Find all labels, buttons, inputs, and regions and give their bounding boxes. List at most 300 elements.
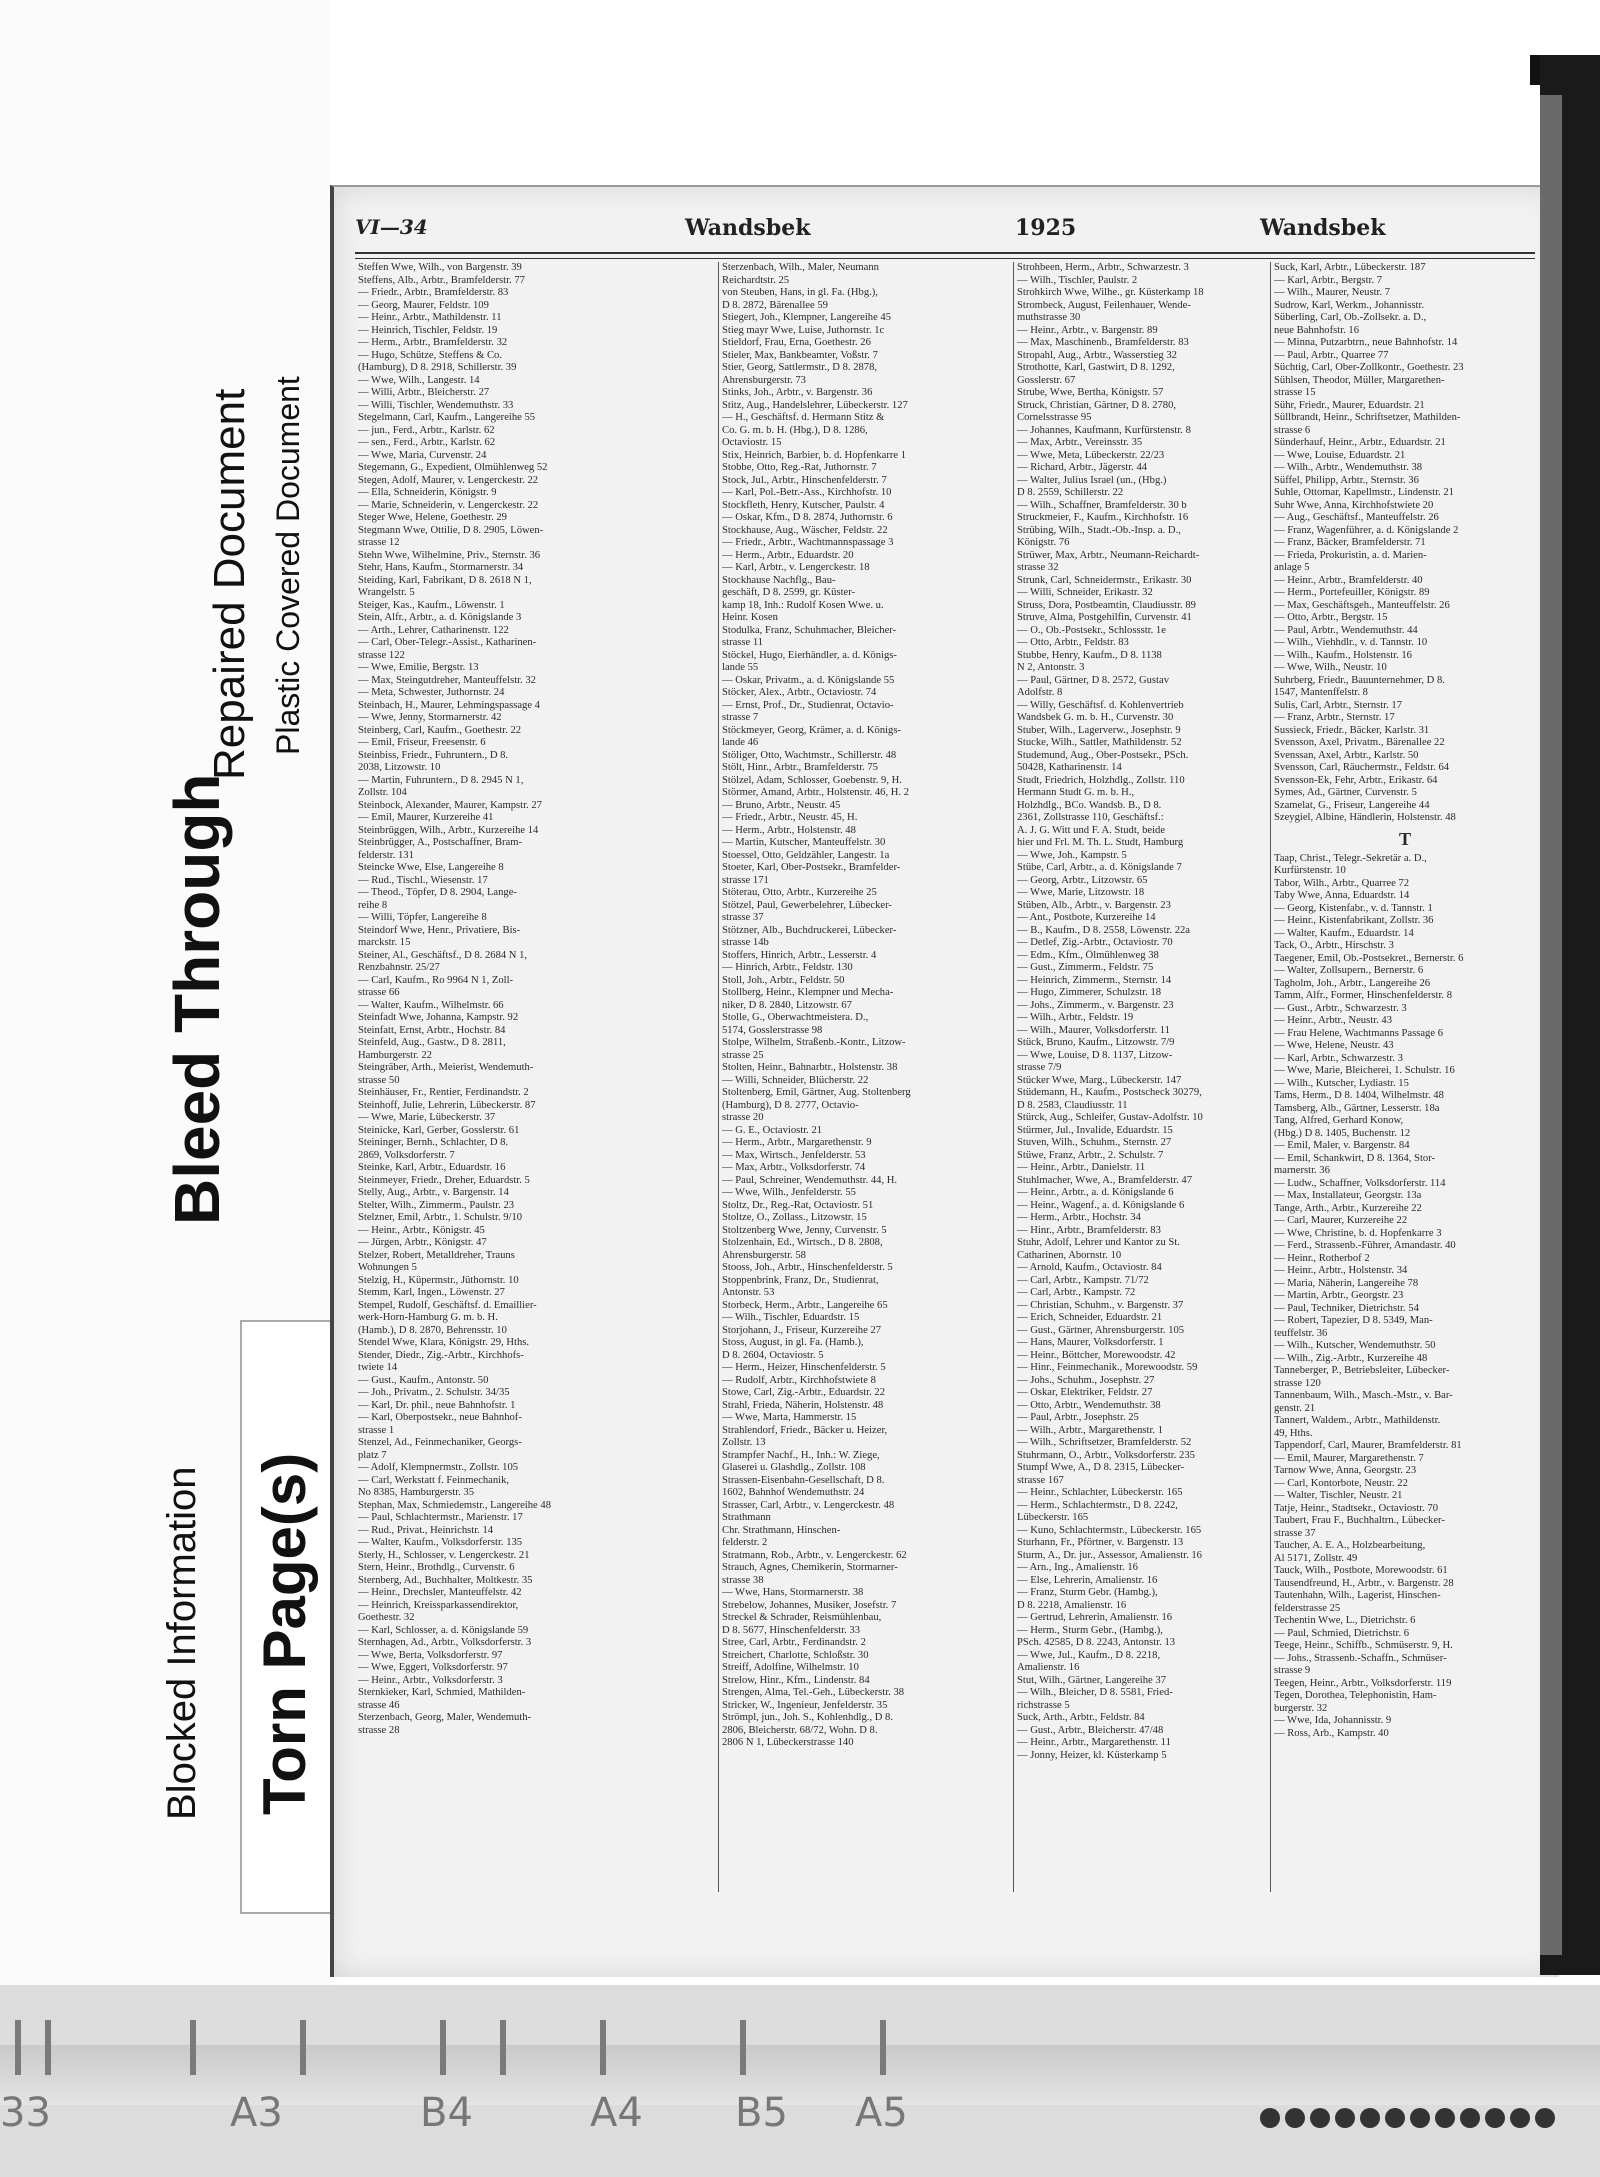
- directory-entry-line: Holzhdlg., BCo. Wandsb. B., D 8.: [1017, 799, 1162, 811]
- directory-entry-line: — Gust., Kaufm., Antonstr. 50: [358, 1374, 489, 1386]
- directory-entry-line: Svensson, Carl, Räuchermstr., Feldstr. 64: [1274, 762, 1450, 773]
- directory-entry-line: Struckmeier, F., Kaufm., Kirchhofstr. 16: [1017, 512, 1189, 523]
- directory-entry-line: — Paul, Schmied, Dietrichstr. 6: [1274, 1627, 1410, 1639]
- directory-entry-line: — Aug., Geschäftsf., Manteuffelstr. 26: [1274, 512, 1439, 523]
- directory-entry-line: richstrasse 5: [1017, 1699, 1070, 1711]
- directory-entry-line: — Paul, Schreiner, Wendemuthstr. 44, H.: [722, 1174, 898, 1186]
- directory-entry-line: Steiner, Al., Geschäftsf., D 8. 2684 N 1,: [358, 949, 528, 961]
- directory-entry-line: 2361, Zollstrasse 110, Geschäftsf.:: [1017, 812, 1164, 823]
- directory-entry-line: — Emil, Maler, v. Bargenstr. 84: [1274, 1140, 1410, 1151]
- directory-entry-line: strasse 9: [1274, 1665, 1311, 1676]
- directory-entry-line: Stoltze, O., Zollass., Litzowstr. 15: [722, 1212, 867, 1223]
- directory-entry-line: Strassen-Eisenbahn-Gesellschaft, D 8.: [722, 1474, 885, 1486]
- directory-entry-line: Stenzel, Ad., Feinmechaniker, Georgs-: [358, 1437, 522, 1448]
- directory-entry-line: Steinbrüggen, Wilh., Arbtr., Kurzereihe 14: [358, 824, 539, 836]
- directory-entry-line: strasse 7/9: [1017, 1062, 1062, 1073]
- directory-entry-line: — Wilh., Tischler, Eduardstr. 15: [722, 1312, 860, 1323]
- directory-entry-line: — Johs., Schuhm., Josephstr. 27: [1017, 1374, 1155, 1386]
- film-label: B4: [420, 2090, 473, 2136]
- directory-entry-line: Stüben, Alb., Arbtr., v. Bargenstr. 23: [1017, 899, 1171, 911]
- directory-entry-line: — Karl, Arbtr., Bergstr. 7: [1274, 274, 1383, 286]
- directory-entry-line: Stiegert, Joh., Klempner, Langereihe 45: [722, 312, 892, 323]
- directory-entry-line: reihe 8: [358, 899, 388, 911]
- directory-entry-line: — Minna, Putzarbtrn., neue Bahnhofstr. 14: [1274, 337, 1458, 348]
- directory-entry-line: Stobbe, Otto, Reg.-Rat, Juthornstr. 7: [722, 462, 877, 473]
- directory-entry-line: Chr. Strathmann, Hinschen-: [722, 1524, 841, 1536]
- directory-entry-line: — Heinr., Arbtr., Danielstr. 11: [1017, 1162, 1146, 1173]
- directory-entry-line: felderstr. 131: [358, 849, 414, 861]
- directory-entry-line: — Heinr., Arbtr., Königstr. 45: [358, 1224, 485, 1236]
- directory-entry-line: — Herm., Schlachtermstr., D 8. 2242,: [1017, 1499, 1178, 1511]
- directory-entry-line: Stix, Heinrich, Barbier, b. d. Hopfenkarre 1: [722, 449, 907, 461]
- directory-entry-line: strasse 12: [358, 537, 400, 548]
- directory-entry-line: platz 7: [358, 1449, 387, 1461]
- directory-entry-line: Tang, Alfred, Gerhard Konow,: [1274, 1115, 1404, 1126]
- directory-entry-line: Stolle, G., Oberwachtmeistera. D.,: [722, 1012, 869, 1023]
- directory-entry-line: strasse 167: [1017, 1474, 1064, 1486]
- directory-entry-line: — Wwe, Marta, Hammerstr. 15: [722, 1412, 857, 1423]
- directory-entry-line: — Carl, Ober-Telegr.-Assist., Katharinen-: [358, 637, 537, 648]
- directory-entry-line: — Rud., Privat., Heinrichstr. 14: [358, 1524, 494, 1536]
- directory-entry-line: Stieler, Max, Bankbeamter, Voßstr. 7: [722, 349, 878, 361]
- directory-entry-line: — Hugo, Zimmerer, Schulzstr. 18: [1017, 987, 1162, 998]
- directory-entry-line: — Carl, Arbtr., Kampstr. 72: [1017, 1287, 1136, 1298]
- film-tick: [300, 2020, 306, 2075]
- directory-entry-line: — Meta, Schwester, Juthornstr. 24: [358, 687, 505, 698]
- directory-entry-line: Reichardtstr. 25: [722, 274, 790, 286]
- directory-entry-line: Co. G. m. b. H. (Hbg.), D 8. 1286,: [722, 424, 868, 436]
- directory-entry-line: Steinfeld, Aug., Gastw., D 8. 2811,: [358, 1037, 506, 1048]
- directory-entry-line: Sünderhauf, Heinr., Arbtr., Eduardstr. 21: [1274, 437, 1446, 448]
- directory-entry-line: — Heinr., Rotherbof 2: [1274, 1252, 1370, 1264]
- directory-entry-line: Storbeck, Herm., Arbtr., Langereihe 65: [722, 1299, 888, 1311]
- directory-entry-line: Steininger, Bernh., Schlachter, D 8.: [358, 1137, 509, 1148]
- directory-entry-line: Stuhrmann, O., Arbtr., Volksdorferstr. 235: [1017, 1449, 1195, 1461]
- directory-entry-line: — Karl, Dr. phil., neue Bahnhofstr. 1: [358, 1399, 516, 1411]
- directory-entry-line: Stürck, Aug., Schleifer, Gustav-Adolfstr. 10: [1017, 1112, 1203, 1123]
- directory-entry-line: Stolpe, Wilhelm, Straßenb.-Kontr., Litzow-: [722, 1037, 906, 1048]
- directory-entry-line: — Max, Wirtsch., Jenfelderstr. 53: [722, 1149, 866, 1161]
- directory-entry-line: Stumpf Wwe, A., D 8. 2315, Lübecker-: [1017, 1462, 1185, 1473]
- directory-entry-line: Szamelat, G., Friseur, Langereihe 44: [1274, 799, 1430, 811]
- directory-entry-line: teuffelstr. 36: [1274, 1327, 1328, 1339]
- directory-entry-line: — Ant., Postbote, Kurzereihe 14: [1017, 912, 1156, 923]
- directory-entry-line: strasse 28: [358, 1724, 400, 1736]
- directory-entry-line: — Jürgen, Arbtr., Königstr. 47: [358, 1237, 487, 1248]
- directory-entry-line: — Heinr., Arbtr., v. Bargenstr. 89: [1017, 324, 1158, 336]
- directory-entry-line: strasse 171: [722, 874, 769, 886]
- directory-entry-line: — Martin, Fuhruntern., D 8. 2945 N 1,: [358, 774, 524, 786]
- directory-entry-line: twiete 14: [358, 1362, 398, 1373]
- directory-entry-line: Stölzel, Adam, Schlosser, Goebenstr. 9, H.: [722, 774, 902, 786]
- directory-entry-line: Stelter, Wilh., Zimmerm., Paulstr. 23: [358, 1199, 515, 1211]
- directory-entry-line: Strüwer, Max, Arbtr., Neumann-Reichardt-: [1017, 549, 1200, 561]
- directory-entry-line: Tabor, Wilh., Arbtr., Quarree 72: [1274, 877, 1410, 889]
- directory-entry-line: strasse 20: [722, 1112, 764, 1123]
- directory-entry-line: — Detlef, Zig.-Arbtr., Octaviostr. 70: [1017, 937, 1173, 948]
- directory-entry-line: Steinbrügger, A., Postschaffner, Bram-: [358, 837, 523, 848]
- directory-entry-line: felderstrasse 25: [1274, 1602, 1341, 1614]
- directory-entry-line: — Paul, Gärtner, D 8. 2572, Gustav: [1017, 674, 1169, 686]
- directory-entry-line: Stelzner, Emil, Arbtr., 1. Schulstr. 9/10: [358, 1212, 523, 1223]
- directory-entry-line: Strahl, Frieda, Näherin, Holstenstr. 48: [722, 1399, 884, 1411]
- film-label: A4: [590, 2090, 643, 2136]
- directory-entry-line: Antonstr. 53: [722, 1287, 775, 1298]
- directory-entry-line: Tannert, Waldem., Arbtr., Mathildenstr.: [1274, 1415, 1441, 1426]
- directory-entry-line: Stuven, Wilh., Schuhm., Sternstr. 27: [1017, 1137, 1172, 1148]
- directory-entry-line: Sturm, A., Dr. jur., Assessor, Amalienstr. 16: [1017, 1549, 1202, 1561]
- directory-entry-line: Heinr. Kosen: [722, 612, 778, 623]
- directory-entry-line: Hamburgerstr. 22: [358, 1049, 432, 1061]
- directory-entry-line: — Wwe, Jenny, Stormarnerstr. 42: [358, 712, 502, 723]
- directory-entry-line: — Heinr., Kistenfabrikant, Zollstr. 36: [1274, 915, 1434, 926]
- directory-entry-line: Techentin Wwe, L., Dietrichstr. 6: [1274, 1615, 1416, 1626]
- directory-entry-line: — Wwe, Meta, Lübeckerstr. 22/23: [1017, 449, 1165, 461]
- directory-entry-line: Tams, Herm., D 8. 1404, Wilhelmstr. 48: [1274, 1090, 1444, 1101]
- directory-entry-line: Tamm, Alfr., Former, Hinschenfelderstr. 8: [1274, 990, 1453, 1001]
- directory-entry-line: — Gust., Arbtr., Bleicherstr. 47/48: [1017, 1724, 1164, 1736]
- directory-entry-line: — Herm., Sturm Gebr., (Hambg.),: [1017, 1624, 1163, 1636]
- directory-entry-line: D 8. 5677, Hinschenfelderstr. 33: [722, 1624, 860, 1636]
- directory-entry-line: Süchtig, Carl, Ober-Zollkontr., Goethestr. 23: [1274, 362, 1464, 373]
- directory-entry-line: — Hinrich, Arbtr., Feldstr. 130: [722, 962, 853, 973]
- directory-entry-line: — Paul, Arbtr., Josephstr. 25: [1017, 1412, 1139, 1423]
- directory-entry-line: muthstrasse 30: [1017, 312, 1081, 323]
- directory-entry-line: strasse 122: [358, 649, 405, 661]
- directory-entry-line: Stelzer, Robert, Metalldreher, Trauns: [358, 1249, 515, 1261]
- directory-entry-line: Steiding, Karl, Fabrikant, D 8. 2618 N 1,: [358, 574, 532, 586]
- directory-entry-line: Strube, Wwe, Bertha, Königstr. 57: [1017, 387, 1164, 398]
- directory-entry-line: Sternhagen, Ad., Arbtr., Volksdorferstr. 3: [358, 1637, 532, 1648]
- directory-entry-line: Steinbach, H., Maurer, Lehmingspassage 4: [358, 699, 540, 711]
- directory-entry-line: N 2, Antonstr. 3: [1017, 662, 1085, 673]
- directory-entry-line: Strohbeen, Herm., Arbtr., Schwarzestr. 3: [1017, 262, 1189, 273]
- directory-entry-line: — Christian, Schuhm., v. Bargenstr. 37: [1017, 1299, 1184, 1311]
- directory-entry-line: 2806, Bleicherstr. 68/72, Wohn. D 8.: [722, 1724, 878, 1736]
- directory-entry-line: — Otto, Arbtr., Feldstr. 83: [1017, 637, 1129, 648]
- directory-entry-line: — Wwe, Maria, Curvenstr. 24: [358, 449, 487, 461]
- directory-entry-line: — Hugo, Schütze, Steffens & Co.: [358, 349, 502, 361]
- directory-entry-line: — Walter, Tischler, Neustr. 21: [1274, 1490, 1403, 1501]
- directory-entry-line: Stoltenberg, Emil, Gärtner, Aug. Stoltenberg: [722, 1087, 911, 1098]
- directory-entry-line: strasse 15: [1274, 387, 1316, 398]
- directory-entry-line: strasse 1: [358, 1424, 395, 1436]
- directory-entry-line: — Walter, Kaufm., Volksdorferstr. 135: [358, 1537, 523, 1548]
- directory-entry-line: — Wwe, Ida, Johannisstr. 9: [1274, 1715, 1392, 1726]
- directory-entry-line: D 8. 2583, Claudiusstr. 11: [1017, 1099, 1128, 1111]
- directory-entry-line: — Wwe, Wilh., Neustr. 10: [1274, 662, 1387, 673]
- directory-entry-line: — Johs., Strassenb.-Schaffn., Schmüser-: [1274, 1652, 1447, 1664]
- directory-entry-line: — Wilh., Zig.-Arbtr., Kurzereihe 48: [1274, 1352, 1428, 1364]
- directory-entry-line: — Adolf, Klempnermstr., Zollstr. 105: [358, 1462, 519, 1473]
- directory-entry-line: Svenssan, Axel, Arbtr., Karlstr. 50: [1274, 749, 1419, 761]
- film-tick: [15, 2020, 21, 2075]
- directory-entry-line: strasse 11: [722, 637, 764, 648]
- column-divider: [718, 262, 719, 1892]
- directory-entry-line: Suck, Karl, Arbtr., Lübeckerstr. 187: [1274, 262, 1426, 273]
- directory-entry-line: — Wwe, Wilh., Langestr. 14: [358, 374, 480, 386]
- directory-entry-line: Sterzenbach, Wilh., Maler, Neumann: [722, 262, 879, 273]
- directory-entry-line: Suck, Arth., Arbtr., Feldstr. 84: [1017, 1712, 1145, 1723]
- directory-entry-line: — Wilh., Arbtr., Wendemuthstr. 38: [1274, 462, 1423, 473]
- directory-entry-line: Stoltz, Dr., Reg.-Rat, Octaviostr. 51: [722, 1199, 874, 1211]
- directory-entry-line: Steinberg, Carl, Kaufm., Goethestr. 22: [358, 724, 522, 736]
- directory-entry-line: — Otto, Arbtr., Wendemuthstr. 38: [1017, 1399, 1161, 1411]
- directory-entry-line: Tatje, Heinr., Stadtsekr., Octaviostr. 70: [1274, 1502, 1439, 1514]
- directory-entry-line: Al 5171, Zollstr. 49: [1274, 1552, 1358, 1564]
- stamp-plastic-covered: Plastic Covered Document: [270, 376, 306, 755]
- page-number: VI—34: [355, 215, 428, 239]
- directory-entry-line: Strahlendorf, Friedr., Bäcker u. Heizer,: [722, 1424, 888, 1436]
- directory-entry-line: — Oskar, Kfm., D 8. 2874, Juthornstr. 6: [722, 512, 893, 523]
- directory-entry-line: Stempel, Rudolf, Geschäftsf. d. Emaillier-: [358, 1299, 537, 1311]
- directory-entry-line: Sterly, H., Schlosser, v. Lengerckestr. 21: [358, 1549, 530, 1561]
- directory-entry-line: Sternkieker, Karl, Schmied, Mathilden-: [358, 1687, 526, 1698]
- directory-entry-line: — Georg, Arbtr., Litzowstr. 65: [1017, 874, 1148, 886]
- directory-entry-line: Stehn Wwe, Wilhelmine, Priv., Sternstr. 36: [358, 549, 541, 561]
- directory-entry-line: — Karl, Schlosser, a. d. Königslande 59: [358, 1624, 529, 1636]
- directory-entry-line: Stropahl, Aug., Arbtr., Wasserstieg 32: [1017, 349, 1177, 361]
- directory-entry-line: Taubert, Frau F., Buchhaltrn., Lübecker-: [1274, 1515, 1445, 1526]
- directory-entry-line: Sudrow, Karl, Werkm., Johannisstr.: [1274, 299, 1425, 311]
- directory-entry-line: — Wwe, Louise, D 8. 1137, Litzow-: [1017, 1049, 1173, 1061]
- directory-entry-line: — Heinr., Arbtr., Neustr. 43: [1274, 1015, 1392, 1026]
- directory-entry-line: Stern, Heinr., Brothdlg., Curvenstr. 6: [358, 1562, 515, 1573]
- header-right-title: Wandsbek: [1260, 215, 1386, 241]
- directory-entry-line: — Wwe, Louise, Eduardstr. 21: [1274, 449, 1406, 461]
- directory-entry-line: anlage 5: [1274, 562, 1310, 573]
- directory-entry-line: — sen., Ferd., Arbtr., Karlstr. 62: [358, 437, 496, 448]
- directory-entry-line: — Georg, Maurer, Feldstr. 109: [358, 299, 489, 311]
- directory-entry-line: Stuhlmacher, Wwe, A., Bramfelderstr. 47: [1017, 1174, 1193, 1186]
- directory-entry-line: — Franz, Bäcker, Bramfelderstr. 71: [1274, 537, 1426, 548]
- directory-entry-line: niker, D 8. 2840, Litzowstr. 67: [722, 999, 852, 1011]
- directory-entry-line: Teege, Heinr., Schiffb., Schmüserstr. 9, H.: [1274, 1640, 1453, 1651]
- directory-entry-line: — Ella, Schneiderin, Königstr. 9: [358, 487, 497, 498]
- directory-entry-line: — Willi, Arbtr., Bleicherstr. 27: [358, 387, 490, 398]
- directory-entry-line: — Frieda, Prokuristin, a. d. Marien-: [1274, 549, 1427, 561]
- directory-entry-line: Hermann Studt G. m. b. H.,: [1017, 787, 1135, 798]
- directory-entry-line: Stücker Wwe, Marg., Lübeckerstr. 147: [1017, 1074, 1182, 1086]
- directory-entry-line: Sühlsen, Theodor, Müller, Margarethen-: [1274, 374, 1445, 386]
- directory-entry-line: — Joh., Privatm., 2. Schulstr. 34/35: [358, 1387, 510, 1398]
- directory-entry-line: Tagholm, Joh., Arbtr., Langereihe 26: [1274, 977, 1431, 989]
- directory-entry-line: strasse 25: [722, 1049, 764, 1061]
- film-tick: [45, 2020, 51, 2075]
- directory-entry-line: — Karl, Arbtr., v. Lengerckestr. 18: [722, 562, 870, 573]
- directory-entry-line: Goethestr. 32: [358, 1612, 415, 1623]
- directory-entry-line: — Johs., Zimmerm., v. Bargenstr. 23: [1017, 999, 1174, 1011]
- directory-entry-line: — Wilh., Arbtr., Margarethenstr. 1: [1017, 1424, 1164, 1436]
- stamp-blocked-information: Blocked Information: [160, 1466, 204, 1820]
- directory-entry-line: — Franz, Sturm Gebr. (Hambg.),: [1017, 1587, 1158, 1598]
- directory-entry-line: Taap, Christ., Telegr.-Sekretär a. D.,: [1274, 852, 1427, 864]
- directory-entry-line: — Hinr., Feinmechanik., Morewoodstr. 59: [1017, 1362, 1198, 1373]
- directory-entry-line: Zollstr. 13: [722, 1437, 766, 1448]
- directory-entry-line: — Franz, Arbtr., Sternstr. 17: [1274, 712, 1395, 723]
- directory-entry-line: Stoppenbrink, Franz, Dr., Studienrat,: [722, 1274, 879, 1286]
- column-divider: [1013, 262, 1014, 1892]
- directory-entry-line: — Else, Lehrerin, Amalienstr. 16: [1017, 1574, 1158, 1586]
- directory-entry-line: — Wilh., Schriftsetzer, Bramfelderstr. 52: [1017, 1437, 1192, 1448]
- directory-entry-line: marckstr. 15: [358, 937, 411, 948]
- directory-entry-line: marnerstr. 36: [1274, 1165, 1330, 1176]
- directory-entry-line: — Otto, Arbtr., Bergstr. 15: [1274, 612, 1388, 623]
- directory-entry-line: Storjohann, J., Friseur, Kurzereihe 27: [722, 1324, 882, 1336]
- directory-entry-line: neue Bahnhofstr. 16: [1274, 324, 1360, 336]
- directory-entry-line: Kurfürstenstr. 10: [1274, 865, 1346, 876]
- directory-entry-line: — Herm., Arbtr., Eduardstr. 20: [722, 549, 854, 561]
- directory-entry-line: Strathmann: [722, 1512, 771, 1523]
- directory-entry-line: lande 46: [722, 737, 759, 748]
- directory-entry-line: Stück, Bruno, Kaufm., Litzowstr. 7/9: [1017, 1037, 1175, 1048]
- directory-entry-line: Stier, Georg, Sattlermstr., D 8. 2878,: [722, 362, 878, 373]
- directory-entry-line: — G. E., Octaviostr. 21: [722, 1124, 823, 1136]
- directory-entry-line: Strothotte, Karl, Gastwirt, D 8. 1292,: [1017, 362, 1175, 373]
- directory-entry-line: Struck, Christian, Gärtner, D 8. 2780,: [1017, 399, 1177, 411]
- directory-entry-line: Stockfleth, Henry, Kutscher, Paulstr. 4: [722, 499, 885, 511]
- directory-entry-line: Stender, Diedr., Zig.-Arbtr., Kirchhofs-: [358, 1349, 524, 1361]
- directory-entry-line: Steiger, Kas., Kaufm., Löwenstr. 1: [358, 599, 505, 611]
- directory-entry-line: Suhle, Ottomar, Kapellmstr., Lindenstr. 21: [1274, 487, 1454, 498]
- directory-entry-line: Sternberg, Ad., Buchhalter, Moltkestr. 35: [358, 1574, 533, 1586]
- directory-entry-line: — Marie, Schneiderin, v. Lengerckestr. 22: [358, 499, 539, 511]
- directory-entry-line: strasse 37: [1274, 1527, 1316, 1539]
- directory-entry-line: — Walter, Kaufm., Wilhelmstr. 66: [358, 999, 504, 1011]
- directory-entry-line: Struve, Alma, Postgehilfin, Curvenstr. 41: [1017, 612, 1192, 623]
- directory-entry-line: Stock, Jul., Arbtr., Hinschenfelderstr. 7: [722, 474, 887, 486]
- directory-entry-line: 50428, Katharinenstr. 14: [1017, 762, 1122, 773]
- directory-entry-line: Taby Wwe, Anna, Eduardstr. 14: [1274, 890, 1410, 901]
- directory-entry-line: strasse 66: [358, 987, 400, 998]
- directory-entry-line: — Ross, Arb., Kampstr. 40: [1274, 1727, 1389, 1739]
- directory-entry-line: Stolzenhain, Ed., Wirtsch., D 8. 2808,: [722, 1237, 883, 1248]
- directory-entry-line: — Wwe, Wilh., Jenfelderstr. 55: [722, 1187, 856, 1198]
- directory-entry-line: Stinks, Joh., Arbtr., v. Bargenstr. 36: [722, 387, 873, 398]
- directory-entry-line: Steger Wwe, Helene, Goethestr. 29: [358, 512, 507, 523]
- directory-entry-line: (Hamb.), D 8. 2870, Behrensstr. 10: [358, 1324, 507, 1336]
- directory-entry-line: Catharinen, Abornstr. 10: [1017, 1249, 1122, 1261]
- directory-entry-line: burgerstr. 32: [1274, 1702, 1328, 1714]
- header-left-title: Wandsbek: [685, 215, 811, 241]
- directory-entry-line: strasse 50: [358, 1074, 400, 1086]
- directory-entry-line: — Wwe, Marie, Lübeckerstr. 37: [358, 1112, 496, 1123]
- directory-entry-line: — Willi, Töpfer, Langereihe 8: [358, 912, 487, 923]
- directory-entry-line: — Gust., Gärtner, Ahrensburgerstr. 105: [1017, 1324, 1185, 1336]
- directory-entry-line: Sturhann, Fr., Pförtner, v. Bargenstr. 13: [1017, 1537, 1184, 1548]
- header-year: 1925: [1015, 215, 1077, 241]
- stamp-repaired-document: Repaired Document: [205, 388, 254, 780]
- header-rule: [355, 252, 1535, 259]
- directory-entry-line: genstr. 21: [1274, 1402, 1316, 1414]
- directory-entry-line: — Wwe, Helene, Neustr. 43: [1274, 1040, 1394, 1051]
- directory-entry-line: — Wwe, Marie, Bleicherei, 1. Schulstr. 16: [1274, 1065, 1455, 1076]
- directory-entry-line: — Hinr., Arbtr., Bramfelderstr. 83: [1017, 1224, 1161, 1236]
- directory-entry-line: Ahrensburgerstr. 73: [722, 374, 806, 386]
- directory-entry-line: — Emil, Friseur, Freesenstr. 6: [358, 737, 486, 748]
- directory-entry-line: — Heinr., Arbtr., Mathildenstr. 11: [358, 312, 502, 323]
- directory-entry-line: Süberling, Carl, Ob.-Zollsekr. a. D.,: [1274, 312, 1427, 323]
- directory-entry-line: — Walter, Julius Israel (un., (Hbg.): [1017, 474, 1167, 486]
- directory-entry-line: — Friedr., Arbtr., Bramfelderstr. 83: [358, 287, 509, 298]
- directory-entry-line: — Heinrich, Zimmerm., Sternstr. 14: [1017, 974, 1172, 986]
- directory-entry-line: Wandsbek G. m. b. H., Curvenstr. 30: [1017, 712, 1174, 723]
- directory-entry-line: Stoeter, Karl, Ober-Postsekr., Bramfelder-: [722, 862, 901, 873]
- stamp-bleed-through: Bleed Through: [161, 773, 233, 1225]
- directory-entry-line: — Karl, Pol.-Betr.-Ass., Kirchhofstr. 10: [722, 487, 892, 498]
- directory-entry-line: — Walter, Zollsupern., Bernerstr. 6: [1274, 965, 1424, 976]
- directory-entry-line: Stooss, Joh., Arbtr., Hinschenfelderstr. 5: [722, 1262, 893, 1273]
- directory-entry-line: — Wilh., Kutscher, Wendemuthstr. 50: [1274, 1340, 1436, 1351]
- directory-entry-line: Sterzenbach, Georg, Maler, Wendemuth-: [358, 1712, 532, 1723]
- directory-entry-line: strasse 37: [722, 912, 764, 923]
- directory-entry-line: Tausendfreund, H., Arbtr., v. Bargenstr. 28: [1274, 1577, 1454, 1589]
- directory-entry-line: Stree, Carl, Arbtr., Ferdinandstr. 2: [722, 1637, 866, 1648]
- directory-entry-line: Steinbock, Alexander, Maurer, Kampstr. 27: [358, 799, 542, 811]
- column-divider: [1270, 262, 1271, 1892]
- directory-entry-line: Stephan, Max, Schmiedemstr., Langereihe 48: [358, 1499, 551, 1511]
- directory-entry-line: Stoll, Joh., Arbtr., Feldstr. 50: [722, 974, 845, 986]
- directory-entry-line: Stübe, Carl, Arbtr., a. d. Königslande 7: [1017, 862, 1182, 873]
- directory-entry-line: — Willy, Geschäftsf. d. Kohlenvertrieb: [1017, 699, 1184, 711]
- directory-entry-line: Struss, Dora, Postbeamtin, Claudiusstr. 89: [1017, 599, 1196, 611]
- directory-column-4: [1274, 262, 1536, 1902]
- directory-entry-line: Gosslerstr. 67: [1017, 374, 1076, 386]
- directory-entry-line: Stieldorf, Frau, Erna, Goethestr. 26: [722, 337, 871, 348]
- directory-entry-line: Tegen, Dorothea, Telephonistin, Ham-: [1274, 1690, 1437, 1701]
- directory-entry-line: Stut, Wilh., Gärtner, Langereihe 37: [1017, 1674, 1166, 1686]
- directory-entry-line: Stegelmann, Carl, Kaufm., Langereihe 55: [358, 412, 536, 423]
- directory-entry-line: — Heinrich, Kreissparkassendirektor,: [358, 1599, 519, 1611]
- directory-entry-line: — Jonny, Heizer, kl. Küsterkamp 5: [1017, 1749, 1167, 1761]
- directory-entry-line: strasse 46: [358, 1699, 400, 1711]
- directory-entry-line: Stodulka, Franz, Schuhmacher, Bleicher-: [722, 624, 897, 636]
- directory-entry-line: Amalienstr. 16: [1017, 1662, 1080, 1673]
- directory-entry-line: Wrangelstr. 5: [358, 587, 415, 598]
- directory-entry-line: — Wilh., Arbtr., Feldstr. 19: [1017, 1012, 1134, 1023]
- film-perforation-dots: [1260, 2108, 1580, 2134]
- directory-entry-line: Stegen, Adolf, Maurer, v. Lengerckestr. 22: [358, 474, 539, 486]
- directory-entry-line: 5174, Gosslerstrasse 98: [722, 1024, 823, 1036]
- film-label: 33: [0, 2090, 51, 2136]
- directory-entry-line: lande 55: [722, 662, 759, 673]
- directory-entry-line: Stucke, Wilh., Sattler, Mathildenstr. 52: [1017, 737, 1182, 748]
- directory-entry-line: Strauch, Agnes, Chemikerin, Stormarner-: [722, 1562, 898, 1573]
- directory-entry-line: hier und Frl. M. Th. L. Studt, Hamburg: [1017, 837, 1184, 848]
- directory-entry-line: Szeygiel, Albine, Händlerin, Holstenstr. 48: [1274, 812, 1456, 823]
- directory-entry-line: — Heinr., Drechsler, Manteuffelstr. 42: [358, 1587, 522, 1598]
- directory-entry-line: Svensson-Ek, Fehr, Arbtr., Erikastr. 64: [1274, 774, 1438, 786]
- directory-entry-line: Wohnungen 5: [358, 1262, 417, 1273]
- directory-entry-line: Störmer, Amand, Arbtr., Holstenstr. 46, H. 2: [722, 787, 910, 798]
- directory-entry-line: Strebelow, Johannes, Musiker, Josefstr. 7: [722, 1599, 897, 1611]
- directory-entry-line: — Max, Arbtr., Volksdorferstr. 74: [722, 1162, 866, 1173]
- directory-entry-line: Strampfer Nachf., H., Inh.: W. Ziege,: [722, 1449, 880, 1461]
- directory-entry-line: — Franz, Wagenführer, a. d. Königslande 2: [1274, 524, 1459, 536]
- directory-entry-line: — Max, Geschäftsgeh., Manteuffelstr. 26: [1274, 599, 1450, 611]
- directory-entry-line: Tange, Arth., Arbtr., Kurzereihe 22: [1274, 1202, 1422, 1214]
- directory-entry-line: Streichert, Charlotte, Schloßstr. 30: [722, 1649, 869, 1661]
- directory-entry-line: Stelly, Aug., Arbtr., v. Bargenstr. 14: [358, 1187, 509, 1198]
- directory-entry-line: — Heinr., Arbtr., Bramfelderstr. 40: [1274, 574, 1423, 586]
- film-tick: [500, 2020, 506, 2075]
- film-label: A3: [230, 2090, 283, 2136]
- directory-entry-line: — Carl, Arbtr., Kampstr. 71/72: [1017, 1274, 1149, 1286]
- directory-entry-line: Tack, O., Arbtr., Hirschstr. 3: [1274, 940, 1394, 951]
- directory-entry-line: No 8385, Hamburgerstr. 35: [358, 1487, 475, 1498]
- directory-entry-line: D 8. 2604, Octaviostr. 5: [722, 1349, 824, 1361]
- film-tick: [600, 2020, 606, 2075]
